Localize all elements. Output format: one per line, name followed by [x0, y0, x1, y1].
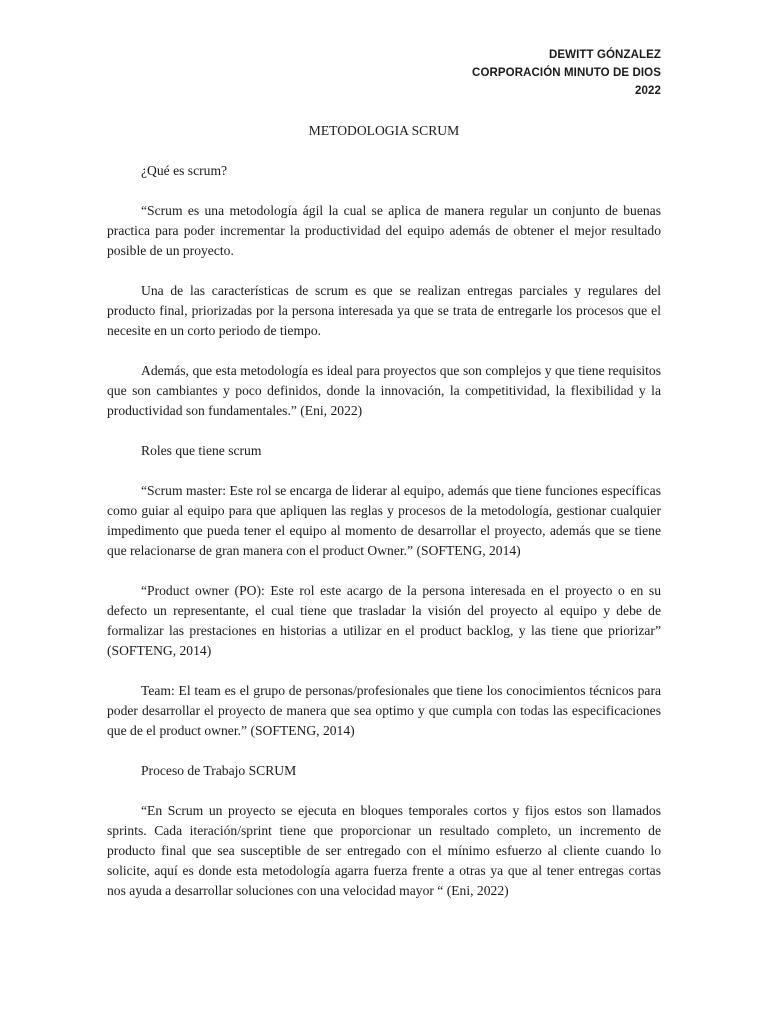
paragraph-sprints: “En Scrum un proyecto se ejecuta en bloques temporales cortos y fijos estos son llamados sprints. Cada iteración/sprint tiene que proporcionar un resultado completo, un incremento de producto final que sea susceptible de ser entregado con el mínimo esfuerzo al cliente cuando lo solicite, aquí es donde esta metodología agarra fuerza frente a otras ya que al tener entregas cortas nos ayuda a desarrollar soluciones con una velocidad mayor “ (Eni, 2022)	[107, 803, 661, 898]
paragraph-scrum-characteristics: Una de las características de scrum es que se realizan entregas parciales y regulares del producto final, priorizadas por la persona interesada ya que se trata de entregarle los procesos que el necesite en un corto periodo de tiempo.	[107, 283, 661, 338]
section-heading-work-process: Proceso de Trabajo SCRUM	[141, 763, 297, 778]
document-title: METODOLOGIA SCRUM	[308, 123, 460, 138]
page-header	[472, 46, 661, 100]
author-name: DEWITT GÓNZALEZ	[548, 49, 661, 61]
header-year: 2022	[635, 85, 661, 97]
institution-name: CORPORACIÓN MINUTO DE DIOS	[472, 67, 661, 79]
section-heading-what-is-scrum: ¿Qué es scrum?	[141, 163, 228, 178]
paragraph-team: Team: El team es el grupo de personas/profesionales que tiene los conocimientos técnicos para poder desarrollar el proyecto de manera que sea optimo y que cumpla con todas las especificaciones que de el product owner.” (SOFTENG, 2014)	[107, 683, 661, 738]
document-body	[107, 121, 661, 921]
section-heading-roles: Roles que tiene scrum	[141, 443, 262, 458]
paragraph-scrum-ideal-projects: Además, que esta metodología es ideal para proyectos que son complejos y que tiene requisitos que son cambiantes y poco definidos, donde la innovación, la competitividad, la flexibilidad y la productividad son fundamentales.” (Eni, 2022)	[107, 363, 661, 418]
paragraph-scrum-master: “Scrum master: Este rol se encarga de liderar al equipo, además que tiene funciones específicas como guiar al equipo para que apliquen las reglas y procesos de la metodología, gestionar cualquier impedimento que pueda tener el equipo al momento de desarrollar el proyecto, además que se tiene que relacionarse de gran manera con el product Owner.” (SOFTENG, 2014)	[107, 483, 661, 558]
paragraph-scrum-definition: “Scrum es una metodología ágil la cual se aplica de manera regular un conjunto de buenas practica para poder incrementar la productividad del equipo además de obtener el mejor resultado posible de un proyecto.	[107, 203, 661, 258]
paragraph-product-owner: “Product owner (PO): Este rol este acargo de la persona interesada en el proyecto o en su defecto un representante, el cual tiene que trasladar la visión del proyecto al equipo y debe de formalizar las prestaciones en historias a utilizar en el product backlog, y las tiene que priorizar” (SOFTENG, 2014)	[107, 583, 661, 658]
